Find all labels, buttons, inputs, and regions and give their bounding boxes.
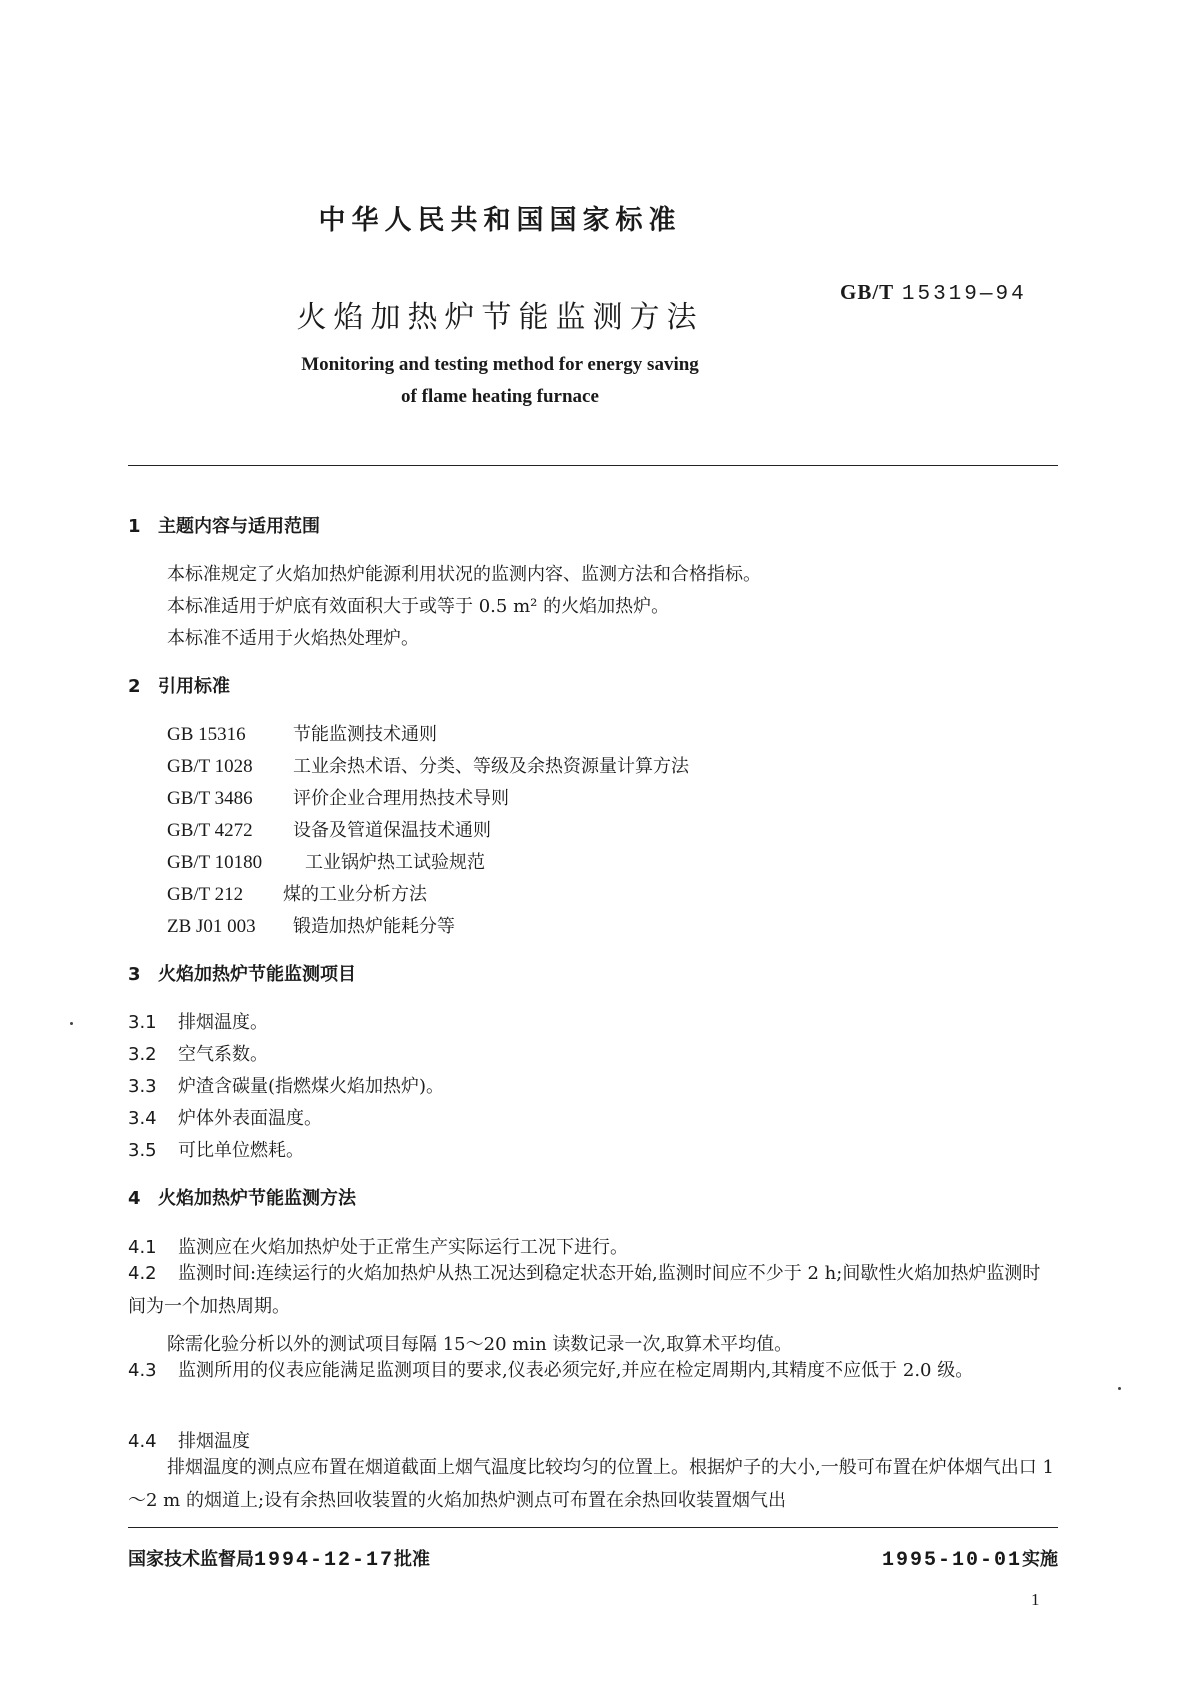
scan-speck [1118, 1387, 1121, 1390]
document-title-en-line1: Monitoring and testing method for energy saving [301, 354, 699, 375]
item-title: 排烟温度 [178, 1431, 250, 1452]
reference-name: 节能监测技术通则 [293, 724, 437, 745]
national-standard-heading: 中华人民共和国国家标准 [318, 205, 682, 236]
reference-code: GB/T 1028 [167, 756, 253, 777]
effective-suffix: 实施 [1022, 1549, 1058, 1570]
item-number: 4.2 [128, 1263, 157, 1284]
document-title-cn: 火焰加热炉节能监测方法 [296, 300, 704, 335]
monitoring-item [128, 1136, 304, 1162]
item-number: 4.4 [128, 1431, 157, 1452]
effective-date: 1995-10-01 [881, 1549, 1022, 1572]
page-number: 1 [1031, 1590, 1040, 1609]
method-item-4-3 [128, 1354, 1058, 1387]
section-1-paragraph: 本标准适用于炉底有效面积大于或等于 0.5 m² 的火焰加热炉。 [167, 596, 670, 617]
reference-code: GB/T 10180 [167, 852, 263, 873]
header-divider [128, 465, 1058, 466]
section-4-title: 火焰加热炉节能监测方法 [158, 1188, 356, 1209]
standard-code [840, 280, 1027, 306]
section-4-number: 4 [128, 1188, 141, 1209]
item-text: 监测应在火焰加热炉处于正常生产实际运行工况下进行。 [178, 1237, 628, 1258]
method-item-4-4 [128, 1427, 250, 1453]
item-text: 监测时间:连续运行的火焰加热炉从热工况达到稳定状态开始,监测时间应不少于 2 h;间歇性火焰加热炉监测时间为一个加热周期。 [128, 1263, 1041, 1317]
item-text: 排烟温度。 [178, 1012, 268, 1033]
reference-item [167, 912, 455, 938]
standard-code-prefix: GB/T [840, 280, 895, 304]
reference-item [167, 848, 485, 874]
section-3-title: 火焰加热炉节能监测项目 [158, 964, 356, 985]
reference-item [167, 880, 427, 906]
method-item-4-1 [128, 1233, 628, 1259]
reference-name: 设备及管道保温技术通则 [293, 820, 491, 841]
reference-name: 煤的工业分析方法 [283, 884, 427, 905]
item-text: 空气系数。 [178, 1044, 268, 1065]
method-item-4-4-text: 排烟温度的测点应布置在烟道截面上烟气温度比较均匀的位置上。根据炉子的大小,一般可布置在炉体烟气出口 1～2 m 的烟道上;设有余热回收装置的火焰加热炉测点可布置在余热回收装置烟气出 [128, 1457, 1054, 1511]
reference-code: ZB J01 003 [167, 916, 256, 937]
footer-divider [128, 1527, 1058, 1528]
item-text: 监测所用的仪表应能满足监测项目的要求,仪表必须完好,并应在检定周期内,其精度不应低于 2.0 级。 [178, 1360, 974, 1381]
reference-name: 工业锅炉热工试验规范 [305, 852, 485, 873]
monitoring-item [128, 1104, 322, 1130]
reference-item [167, 720, 437, 746]
item-number: 4.1 [128, 1237, 157, 1258]
reference-item [167, 784, 509, 810]
reference-name: 锻造加热炉能耗分等 [293, 916, 455, 937]
document-title-en-line2: of flame heating furnace [401, 386, 599, 407]
item-number: 4.3 [128, 1360, 157, 1381]
approval-suffix: 批准 [394, 1549, 431, 1570]
item-text: 可比单位燃耗。 [178, 1140, 304, 1161]
item-number: 3.3 [128, 1076, 157, 1097]
item-number: 3.1 [128, 1012, 157, 1033]
monitoring-item [128, 1040, 268, 1066]
section-1-paragraph: 本标准规定了火焰加热炉能源利用状况的监测内容、监测方法和合格指标。 [167, 564, 761, 585]
section-1-paragraph: 本标准不适用于火焰热处理炉。 [167, 628, 419, 649]
monitoring-item [128, 1072, 444, 1098]
reference-code: GB 15316 [167, 724, 246, 745]
section-3-heading [128, 960, 356, 986]
reference-name: 评价企业合理用热技术导则 [293, 788, 509, 809]
reference-name: 工业余热术语、分类、等级及余热资源量计算方法 [293, 756, 689, 777]
method-item-4-2 [128, 1257, 1058, 1323]
scan-speck [70, 1022, 73, 1025]
approval-date: 1994-12-17 [254, 1549, 395, 1572]
approval-line [128, 1545, 430, 1572]
section-1-title: 主题内容与适用范围 [158, 516, 320, 537]
section-1-number: 1 [128, 516, 141, 537]
reference-item [167, 752, 689, 778]
reference-code: GB/T 4272 [167, 820, 253, 841]
monitoring-item [128, 1008, 268, 1034]
reference-code: GB/T 3486 [167, 788, 253, 809]
effective-line [882, 1545, 1058, 1572]
approval-org: 国家技术监督局 [128, 1549, 254, 1570]
section-1-heading [128, 512, 320, 538]
section-2-heading [128, 672, 230, 698]
section-4-heading [128, 1184, 356, 1210]
reference-code: GB/T 212 [167, 884, 244, 905]
item-number: 3.4 [128, 1108, 157, 1129]
item-text: 炉体外表面温度。 [178, 1108, 322, 1129]
item-number: 3.5 [128, 1140, 157, 1161]
item-number: 3.2 [128, 1044, 157, 1065]
method-item-4-2-extra: 除需化验分析以外的测试项目每隔 15～20 min 读数记录一次,取算术平均值。 [167, 1334, 793, 1355]
section-2-number: 2 [128, 676, 141, 697]
section-3-number: 3 [128, 964, 141, 985]
standard-code-number: 15319—94 [901, 283, 1027, 306]
item-text: 炉渣含碳量(指燃煤火焰加热炉)。 [178, 1076, 445, 1097]
section-2-title: 引用标准 [158, 676, 230, 697]
reference-item [167, 816, 491, 842]
